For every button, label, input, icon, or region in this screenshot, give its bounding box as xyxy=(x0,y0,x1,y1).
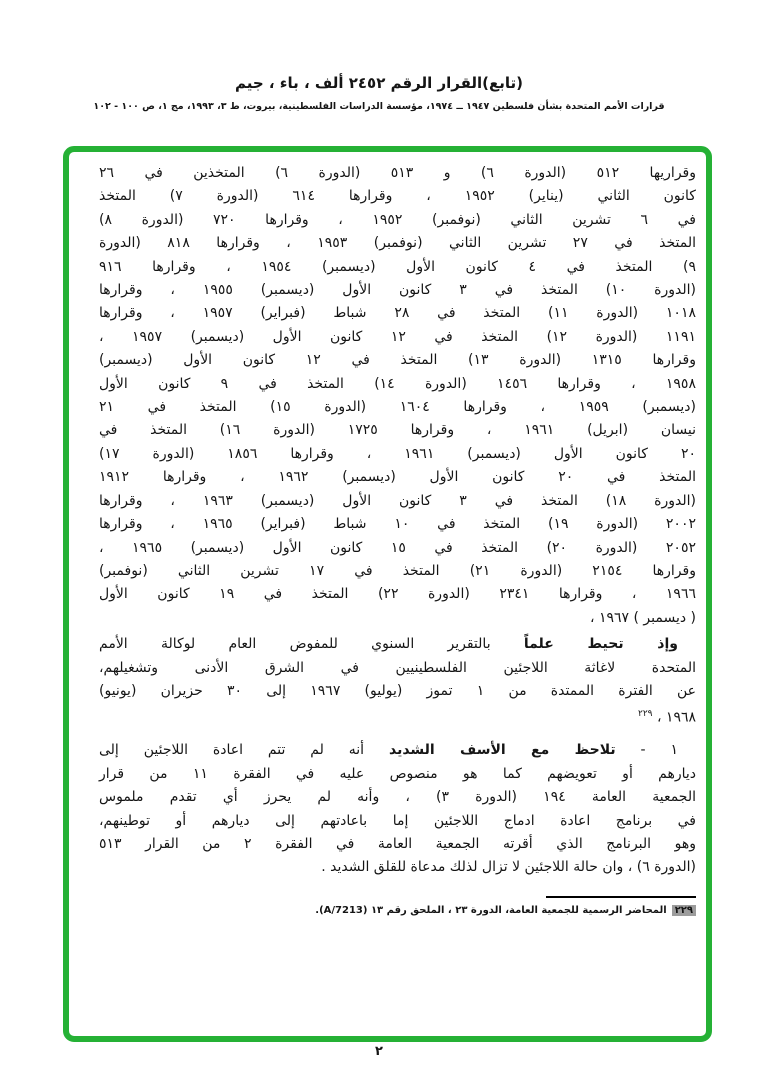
text-segment: الجمعية العامة ١٩٤ (الدورة ٣) ، وأنه لم يحرز أي تقدم ملموس xyxy=(99,789,696,806)
text-segment: ١٩٦٨ ، xyxy=(652,710,696,726)
text-segment: ٢٠٠٢ (الدورة ١٩) المتخذ في ١٠ شباط (فبراير) ١٩٦٥ ، وقرارها xyxy=(99,516,696,533)
text-line xyxy=(99,419,696,442)
text-block xyxy=(99,162,696,880)
text-segment: وقرارها ١٣١٥ (الدورة ١٣) المتخذ في ١٢ كانون الأول (ديسمبر) xyxy=(99,352,696,369)
text-segment: في برنامج اعادة ادماج اللاجئين إما باعادتهم إلى ديارهم أو توطينهم، xyxy=(99,812,696,829)
text-segment: وقرارها ٢١٥٤ (الدورة ٢١) المتخذ في ١٧ تشرين الثاني (نوفمبر) xyxy=(99,562,696,579)
text-line xyxy=(99,560,696,583)
text-line xyxy=(99,302,696,325)
text-segment: ١٠١٨ (الدورة ١١) المتخذ في ٢٨ شباط (فبراير) ١٩٥٧ ، وقرارها xyxy=(99,305,696,322)
text-line xyxy=(99,466,696,489)
text-line xyxy=(99,513,696,536)
text-segment: ٩) المتخذ في ٤ كانون الأول (ديسمبر) ١٩٥٤ ، وقرارها ٩١٦ xyxy=(99,258,696,275)
text-line xyxy=(99,490,696,513)
text-segment: كانون الثاني (يناير) ١٩٥٢ ، وقرارها ٦١٤ (الدورة ٧) المتخذ xyxy=(99,188,696,205)
text-line xyxy=(99,583,696,606)
text-line xyxy=(99,680,696,703)
text-segment: ٢٠٥٢ (الدورة ٢٠) المتخذ في ١٥ كانون الأول (ديسمبر) ١٩٦٥ ، xyxy=(99,539,696,556)
text-line xyxy=(99,396,696,419)
footnote-divider xyxy=(546,896,696,898)
text-segment: تلاحظ مع الأسف الشديد xyxy=(388,742,616,759)
text-line xyxy=(99,349,696,372)
text-segment: وهو البرنامج الذي أقرته الجمعية العامة في الفقرة ٢ من القرار ٥١٣ xyxy=(99,836,696,853)
text-segment: ( ديسمبر ) ١٩٦٧ ، xyxy=(590,609,696,626)
footnote-area xyxy=(99,896,696,916)
text-line xyxy=(99,739,696,762)
text-line xyxy=(99,607,696,630)
text-segment: ١١٩١ (الدورة ١٢) المتخذ في ١٢ كانون الأول (ديسمبر) ١٩٥٧ ، xyxy=(99,328,696,345)
text-segment: (الدورة ١٠) المتخذ في ٣ كانون الأول (ديسمبر) ١٩٥٥ ، وقرارها xyxy=(99,282,696,299)
text-segment: ١٩٦٦ ، وقرارها ٢٣٤١ (الدورة ٢٢) المتخذ في ١٩ كانون الأول xyxy=(99,586,696,603)
text-segment: (الدورة ٦) ، وان حالة اللاجئين لا تزال لذلك مدعاة للقلق الشديد . xyxy=(321,859,696,876)
paragraph xyxy=(99,162,696,630)
text-segment: ٢٠ كانون الأول (ديسمبر) ١٩٦١ ، وقرارها ١٨٥٦ (الدورة ١٧) xyxy=(99,445,696,462)
footnote xyxy=(99,905,696,916)
text-segment: عن الفترة الممتدة من ١ تموز (يوليو) ١٩٦٧ إلى ٣٠ حزيران (يونيو) xyxy=(99,682,696,699)
page-number: ٢ xyxy=(375,1044,383,1059)
text-line xyxy=(99,657,696,680)
text-segment: وإذ تحيط علماً xyxy=(523,636,678,653)
text-segment: وقراريها ٥١٢ (الدورة ٦) و ٥١٣ (الدورة ٦) المتخذين في ٢٦ xyxy=(99,165,697,181)
text-line xyxy=(99,633,696,656)
text-segment: المتخذ في ٢٧ تشرين الثاني (نوفمبر) ١٩٥٣ ، وقرارها ٨١٨ (الدورة xyxy=(99,235,696,252)
text-line xyxy=(99,209,696,232)
text-line xyxy=(99,256,696,279)
paragraph xyxy=(99,739,696,879)
paragraph xyxy=(99,633,696,730)
text-segment: المتحدة لاغاثة اللاجئين الفلسطينيين في الشرق الأدنى وتشغيلهم، xyxy=(99,659,696,676)
text-line xyxy=(99,703,696,730)
text-segment: (الدورة ١٨) المتخذ في ٣ كانون الأول (ديسمبر) ١٩٦٣ ، وقرارها xyxy=(99,492,696,509)
text-line xyxy=(99,162,696,185)
text-segment: ديارهم أو تعويضهم كما هو منصوص عليه في الفقرة ١١ من قرار xyxy=(99,765,696,782)
text-line xyxy=(99,185,696,208)
text-line xyxy=(99,279,696,302)
content-border-box xyxy=(63,146,712,1042)
header-source: قرارات الأمم المتحدة بشأن فلسطين ١٩٤٧ ــ ١٩٧٤، مؤسسة الدراسات الفلسطينية، بيروت، ط ٣، ١٩٩٣، مج ١، ص ١٠٠ - ١٠٢ xyxy=(93,101,665,112)
text-line xyxy=(99,537,696,560)
page-header xyxy=(0,74,758,112)
text-segment: بالتقرير السنوي للمفوض العام لوكالة الأمم xyxy=(99,636,524,653)
text-line xyxy=(99,833,696,856)
header-title: (تابع)القرار الرقم ٢٤٥٢ ألف ، باء ، جيم xyxy=(234,74,524,92)
text-segment: (ديسمبر) ١٩٥٩ ، وقرارها ١٦٠٤ (الدورة ١٥) المتخذ في ٢١ xyxy=(99,399,696,416)
text-segment: نيسان (ابريل) ١٩٦١ ، وقرارها ١٧٢٥ (الدورة ١٦) المتخذ في xyxy=(99,422,696,439)
text-line xyxy=(99,856,696,879)
text-segment: المتخذ في ٢٠ كانون الأول (ديسمبر) ١٩٦٢ ، وقرارها ١٩١٢ xyxy=(99,469,696,486)
text-segment: في ٦ تشرين الثاني (نوفمبر) ١٩٥٢ ، وقرارها ٧٢٠ (الدورة ٨) xyxy=(99,211,696,228)
footnote-reference: ٢٢٩ xyxy=(637,709,653,720)
footnote-text: المحاضر الرسمية للجمعية العامة، الدورة ٢٣ ، الملحق رقم ١٣ (A/7213). xyxy=(315,905,667,916)
text-line xyxy=(99,810,696,833)
text-line xyxy=(99,373,696,396)
text-segment: ١ - xyxy=(615,742,679,759)
text-line xyxy=(99,786,696,809)
text-line xyxy=(99,326,696,349)
text-segment: ١٩٥٨ ، وقرارها ١٤٥٦ (الدورة ١٤) المتخذ في ٩ كانون الأول xyxy=(99,375,696,392)
text-line xyxy=(99,232,696,255)
text-segment: أنه لم تتم اعادة اللاجئين إلى xyxy=(99,742,389,759)
footnote-marker: ٢٢٩ xyxy=(672,905,696,916)
text-line xyxy=(99,763,696,786)
text-line xyxy=(99,443,696,466)
